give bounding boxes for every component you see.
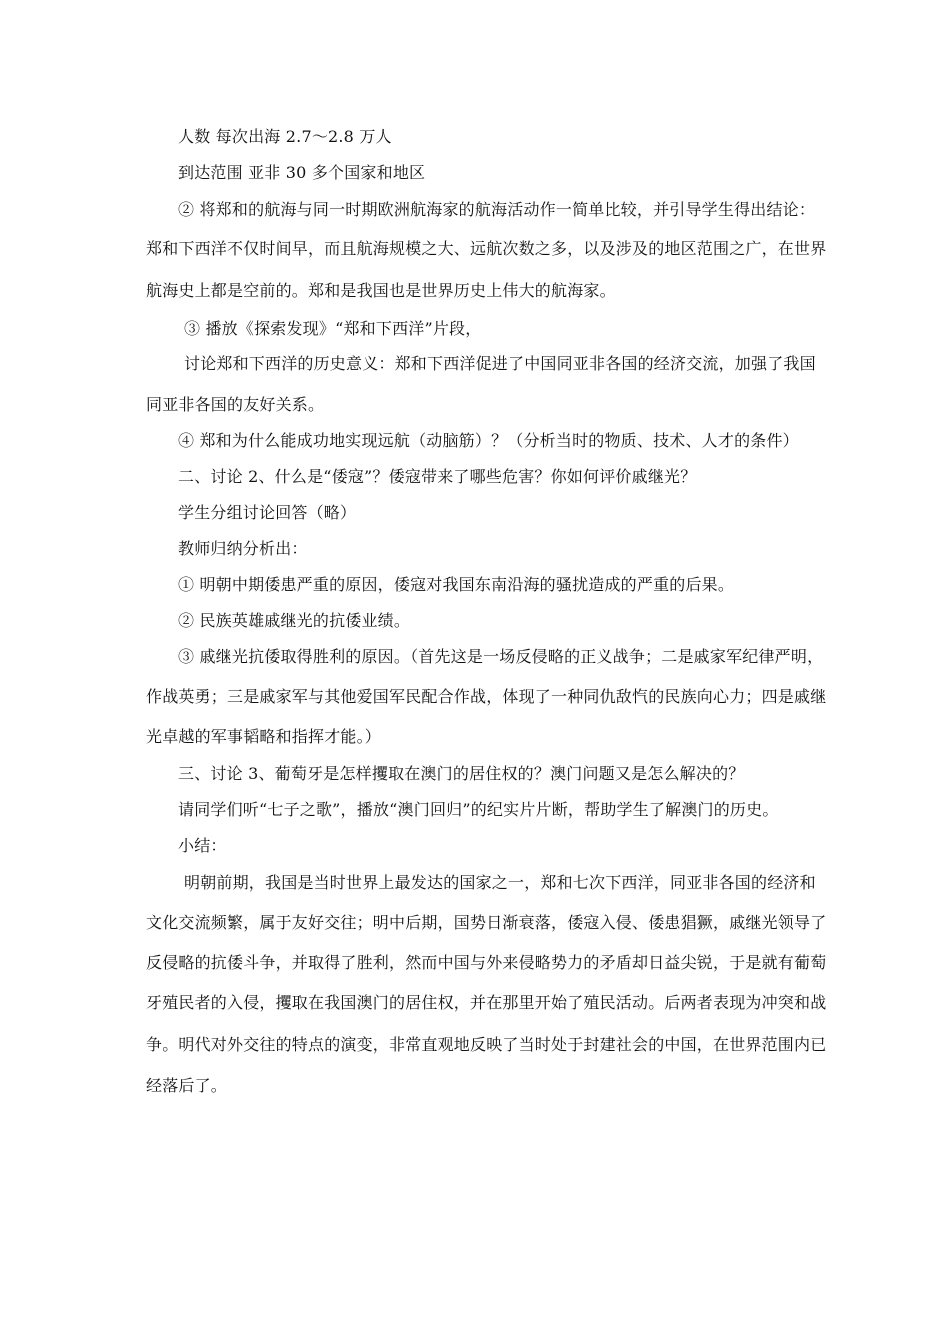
text-line-point-3-cont-1: 作战英勇；三是戚家军与其他爱国军民配合作战，体现了一种同仇敌忾的民族向心力；四是戚继 xyxy=(146,687,827,706)
text-line-question-4: ④ 郑和为什么能成功地实现远航（动脑筋）？（分析当时的物质、技术、人才的条件） xyxy=(178,431,799,450)
text-line-compare-cont-2: 航海史上都是空前的。郑和是我国也是世界历史上伟大的航海家。 xyxy=(146,281,616,300)
text-line-summary-5: 争。明代对外交往的特点的演变，非常直观地反映了当时处于封建社会的中国，在世界范围内已 xyxy=(146,1035,827,1054)
text-line-macau-video: 请同学们听“七子之歌”，播放“澳门回归”的纪实片片断，帮助学生了解澳门的历史。 xyxy=(178,800,779,819)
text-line-significance-cont: 同亚非各国的友好关系。 xyxy=(146,395,325,414)
text-line-discussion-2: 二、讨论 2、什么是“倭寇”？倭寇带来了哪些危害？你如何评价戚继光？ xyxy=(178,467,697,486)
text-line-discussion-3: 三、讨论 3、葡萄牙是怎样攫取在澳门的居住权的？澳门问题又是怎么解决的？ xyxy=(178,764,745,783)
text-line-teacher-summary: 教师归纳分析出： xyxy=(178,539,308,558)
text-line-summary-2: 文化交流频繁，属于友好交往；明中后期，国势日渐衰落，倭寇入侵、倭患猖獗，戚继光领导了 xyxy=(146,913,827,932)
text-line-reach: 到达范围 亚非 30 多个国家和地区 xyxy=(178,163,426,182)
text-line-point-3-cont-2: 光卓越的军事韬略和指挥才能。） xyxy=(146,727,382,746)
text-line-point-3: ③ 戚继光抗倭取得胜利的原因。（首先这是一场反侵略的正义战争；二是戚家军纪律严明， xyxy=(178,647,824,666)
text-line-video: ③ 播放《探索发现》“郑和下西洋”片段， xyxy=(184,319,482,338)
text-line-summary-3: 反侵略的抗倭斗争，并取得了胜利，然而中国与外来侵略势力的矛盾却日益尖锐，于是就有葡萄 xyxy=(146,953,827,972)
text-line-compare-cont-1: 郑和下西洋不仅时间早，而且航海规模之大、远航次数之多，以及涉及的地区范围之广，在世界 xyxy=(146,239,827,258)
text-line-point-2: ② 民族英雄戚继光的抗倭业绩。 xyxy=(178,611,411,630)
text-line-crew-size: 人数 每次出海 2.7～2.8 万人 xyxy=(178,127,392,146)
text-line-significance: 讨论郑和下西洋的历史意义：郑和下西洋促进了中国同亚非各国的经济交流，加强了我国 xyxy=(184,354,816,373)
text-line-compare: ② 将郑和的航海与同一时期欧洲航海家的航海活动作一简单比较，并引导学生得出结论： xyxy=(178,200,816,219)
text-line-group-answer: 学生分组讨论回答（略） xyxy=(178,503,357,522)
text-line-point-1: ① 明朝中期倭患严重的原因，倭寇对我国东南沿海的骚扰造成的严重的后果。 xyxy=(178,575,735,594)
text-line-summary-heading: 小结： xyxy=(178,836,227,855)
text-line-summary-6: 经落后了。 xyxy=(146,1076,228,1095)
text-line-summary-1: 明朝前期，我国是当时世界上最发达的国家之一，郑和七次下西洋，同亚非各国的经济和 xyxy=(184,873,816,892)
text-line-summary-4: 牙殖民者的入侵，攫取在我国澳门的居住权，并在那里开始了殖民活动。后两者表现为冲突和战 xyxy=(146,993,827,1012)
